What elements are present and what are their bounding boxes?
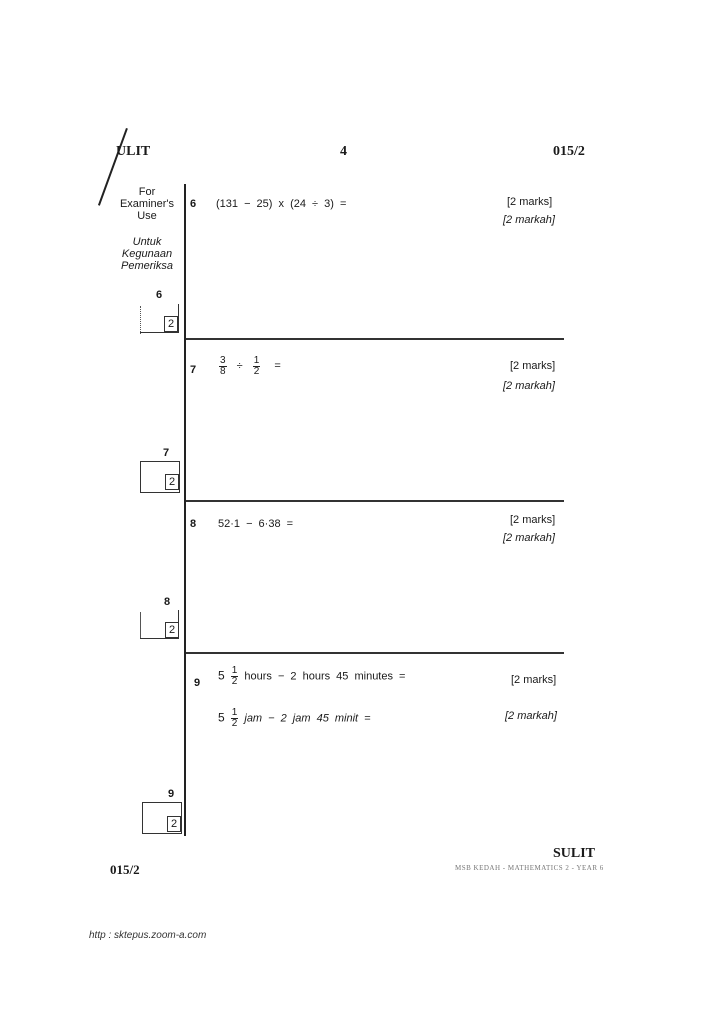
score-box-left-tick bbox=[140, 612, 142, 638]
fraction-numerator: 1 bbox=[231, 665, 238, 676]
separator-7-8 bbox=[186, 500, 564, 502]
examiner-ms-line: Kegunaan bbox=[121, 248, 173, 260]
score-box-label: 8 bbox=[164, 596, 171, 608]
footer-code: 015/2 bbox=[110, 862, 140, 877]
score-box-max: 2 bbox=[164, 316, 178, 332]
examiner-ms-line: Untuk bbox=[132, 236, 162, 248]
question-6-text: (131 − 25) x (24 ÷ 3) = bbox=[216, 198, 347, 210]
margin-rule bbox=[184, 184, 186, 836]
question-8-text: 52·1 − 6·38 = bbox=[218, 518, 294, 530]
equals: = bbox=[274, 360, 281, 373]
examiner-label-en bbox=[112, 186, 182, 222]
marks-label: [2 marks] bbox=[510, 514, 556, 526]
question-number: 9 bbox=[194, 677, 201, 689]
separator-6-7 bbox=[186, 338, 564, 340]
markah-label: [2 markah] bbox=[503, 380, 555, 392]
question-9-en-rest: hours − 2 hours 45 minutes = bbox=[244, 670, 406, 683]
fraction-numerator: 1 bbox=[231, 707, 238, 718]
score-box-label: 7 bbox=[163, 447, 170, 459]
whole-number: 5 bbox=[218, 710, 225, 725]
examiner-label-ms bbox=[112, 236, 182, 272]
question-number: 8 bbox=[190, 518, 197, 530]
footer-url: http : sktepus.zoom-a.com bbox=[89, 930, 207, 941]
examiner-en-line: Use bbox=[137, 210, 157, 222]
footer-sulit: SULIT bbox=[553, 846, 596, 861]
question-number: 6 bbox=[190, 198, 197, 210]
score-box-max: 2 bbox=[165, 474, 179, 490]
question-9-malay bbox=[218, 708, 371, 729]
question-9-english bbox=[218, 666, 405, 687]
markah-label: [2 markah] bbox=[505, 710, 557, 722]
fraction bbox=[231, 666, 239, 687]
whole-number: 5 bbox=[218, 668, 225, 683]
fraction-numerator: 1 bbox=[253, 355, 260, 366]
question-number: 7 bbox=[190, 364, 197, 376]
marks-label: [2 marks] bbox=[507, 196, 553, 208]
operator: ÷ bbox=[236, 360, 243, 373]
fraction-denominator: 2 bbox=[253, 366, 260, 377]
separator-8-9 bbox=[186, 652, 564, 654]
score-box-label: 6 bbox=[156, 289, 163, 301]
examiner-en-line: For bbox=[138, 186, 156, 198]
examiner-en-line: Examiner's bbox=[119, 198, 175, 210]
score-box-max: 2 bbox=[165, 622, 179, 638]
fraction-denominator: 8 bbox=[220, 366, 226, 377]
paper-code: 015/2 bbox=[553, 144, 585, 159]
score-box-max: 2 bbox=[167, 816, 181, 832]
examiner-ms-line: Pemeriksa bbox=[121, 260, 173, 272]
markah-label: [2 markah] bbox=[503, 214, 555, 226]
header-sulit: ULIT bbox=[116, 144, 151, 159]
question-9-ms-rest: jam − 2 jam 45 minit = bbox=[244, 712, 371, 725]
fraction bbox=[219, 356, 227, 377]
question-7-expression bbox=[216, 356, 281, 377]
markah-label: [2 markah] bbox=[503, 532, 555, 544]
fraction-numerator: 3 bbox=[220, 355, 226, 366]
fraction-denominator: 2 bbox=[231, 676, 238, 687]
page-number: 4 bbox=[340, 144, 347, 159]
marks-label: [2 marks] bbox=[511, 674, 557, 686]
fraction bbox=[253, 356, 261, 377]
fraction bbox=[231, 708, 239, 729]
footer-note: MSB KEDAH - MATHEMATICS 2 - YEAR 6 bbox=[455, 864, 604, 872]
score-box-label: 9 bbox=[168, 788, 175, 800]
score-box-left-tick bbox=[140, 306, 142, 334]
fraction-denominator: 2 bbox=[231, 718, 238, 729]
marks-label: [2 marks] bbox=[510, 360, 556, 372]
